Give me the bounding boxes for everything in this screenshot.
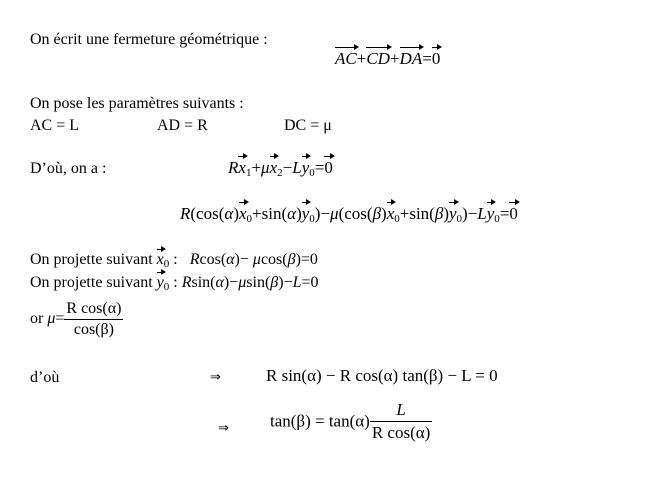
intro-text: On écrit une fermeture géométrique :: [30, 31, 268, 48]
projection-y-line: On projette suivant $y_0$ : Rsin(α)−μsin(β)−L=0: [30, 274, 319, 293]
final-numerator: L: [370, 400, 432, 422]
param-ad: AD = R: [157, 117, 208, 134]
closure-equation: AC+CD+DA=0: [335, 49, 441, 68]
mu-numerator: R cos(α): [64, 300, 123, 320]
mu-fraction: [64, 300, 123, 339]
mu-definition: or μ= $\frac{\text{R cos(α)}}{\cos(\beta)}$: [30, 300, 122, 338]
params-heading: On pose les paramètres suivants :: [30, 95, 244, 112]
projection-x-line: On projette suivant $x_0$ : Rcos(α)− μcos(β)=0: [30, 251, 318, 270]
param-dc: DC = μ: [284, 117, 332, 134]
final-lhs: tan(β) = tan(α): [270, 411, 370, 431]
implies-icon: ⇒: [218, 421, 229, 436]
donc-label: D’où, on a :: [30, 160, 107, 177]
final-fraction: [370, 400, 432, 443]
combined-equation: R sin(α) − R cos(α) tan(β) − L = 0: [266, 366, 498, 385]
final-denominator: R cos(α): [371, 423, 431, 442]
mu-denominator: cos(β): [73, 321, 114, 338]
projection-x-equation: Rcos(α)− μcos(β)=0: [189, 251, 318, 268]
dou-label: d’où: [30, 369, 60, 386]
final-equation: [270, 400, 432, 443]
expanded-equation: $R(\cos(\alpha)x_0+\sin(\alpha)y_0)-\mu(\cos(\beta)x_0+\sin(\beta)y_0)-Ly_0=0$: [180, 204, 518, 225]
param-ac: AC = L: [30, 117, 80, 134]
implies-icon: ⇒: [210, 370, 221, 385]
projection-y-equation: Rsin(α)−μsin(β)−L=0: [181, 274, 319, 291]
vector-equation: $Rx_1+\mu x_2-Ly_0=0$: [228, 158, 333, 179]
